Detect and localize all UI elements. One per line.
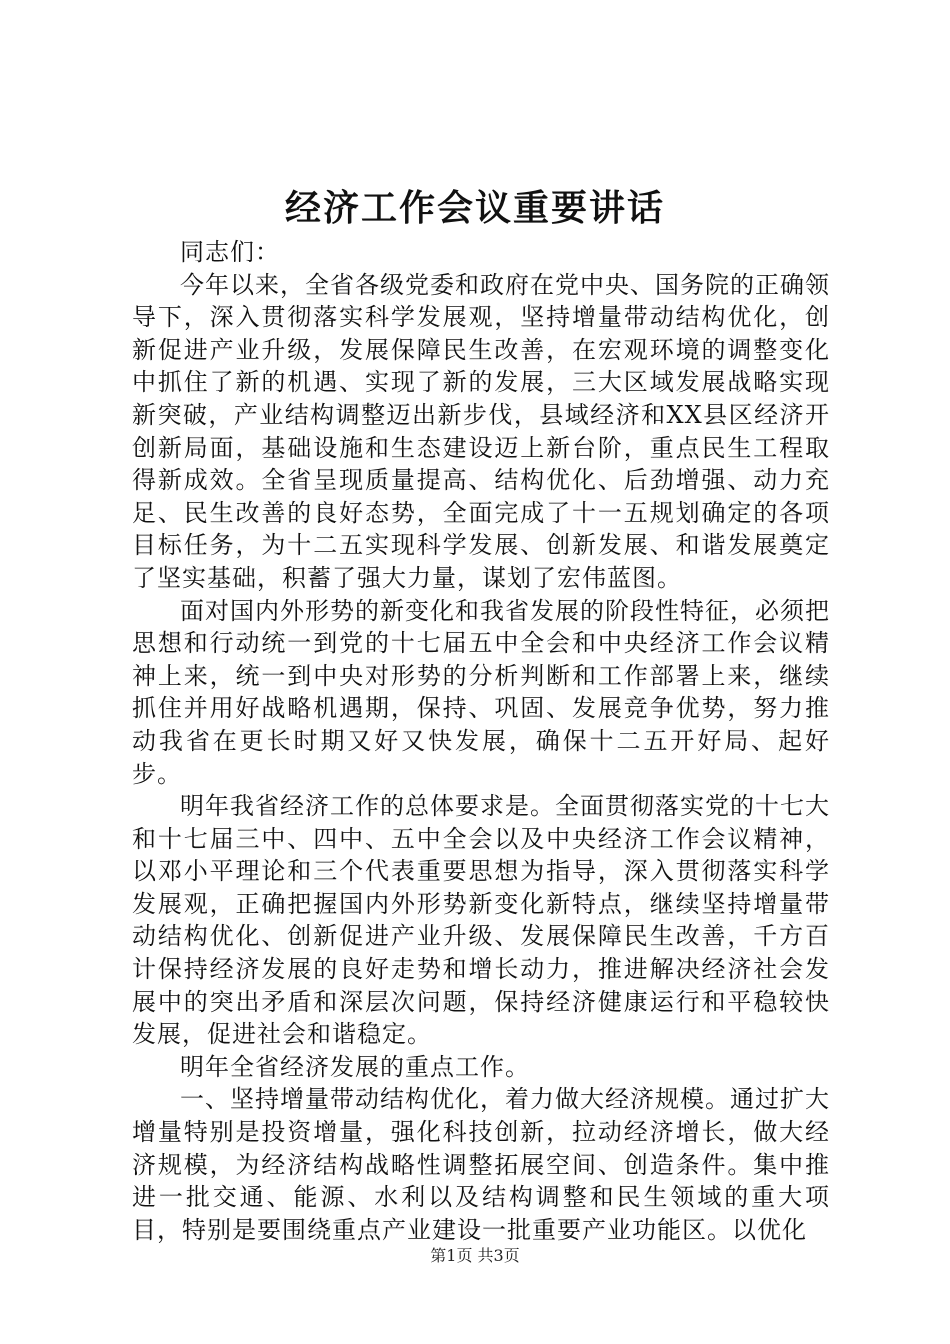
body-paragraph: 面对国内外形势的新变化和我省发展的阶段性特征，必须把思想和行动统一到党的十七届五中全会和中央经济工作会议精神上来，统一到中央对形势的分析判断和工作部署上来，继续抓住并用好战略机遇期，保持、巩固、发展竞争优势，努力推动我省在更长时期又好又快发展，确保十二五开好局、起好步。 bbox=[132, 596, 830, 788]
body-paragraph: 今年以来，全省各级党委和政府在党中央、国务院的正确领导下，深入贯彻落实科学发展观，坚持增量带动结构优化，创新促进产业升级，发展保障民生改善，在宏观环境的调整变化中抓住了新的机遇、实现了新的发展，三大区域发展战略实现新突破，产业结构调整迈出新步伐，县域经济和XX县区经济开创新局面，基础设施和生态建设迈上新台阶，重点民生工程取得新成效。全省呈现质量提高、结构优化、后劲增强、动力充足、民生改善的良好态势，全面完成了十一五规划确定的各项目标任务，为十二五实现科学发展、创新发展、和谐发展奠定了坚实基础，积蓄了强大力量，谋划了宏伟蓝图。 bbox=[132, 270, 830, 592]
document-body bbox=[132, 236, 830, 1246]
body-paragraph: 明年全省经济发展的重点工作。 bbox=[180, 1052, 530, 1081]
body-paragraph: 明年我省经济工作的总体要求是。全面贯彻落实党的十七大和十七届三中、四中、五中全会以及中央经济工作会议精神，以邓小平理论和三个代表重要思想为指导，深入贯彻落实科学发展观，正确把握国内外形势新变化新特点，继续坚持增量带动结构优化、创新促进产业升级、发展保障民生改善，千方百计保持经济发展的良好走势和增长动力，推进解决经济社会发展中的突出矛盾和深层次问题，保持经济健康运行和平稳较快发展，促进社会和谐稳定。 bbox=[132, 792, 830, 1049]
greeting-paragraph: 同志们： bbox=[180, 238, 280, 266]
page-number-footer: 第1页 共3页 bbox=[430, 1246, 520, 1265]
document-title: 经济工作会议重要讲话 bbox=[284, 187, 665, 229]
body-paragraph: 一、坚持增量带动结构优化，着力做大经济规模。通过扩大增量特别是投资增量，强化科技创新，拉动经济增长，做大经济规模，为经济结构战略性调整拓展空间、创造条件。集中推进一批交通、能源、水利以及结构调整和民生领域的重大项目，特别是要围绕重点产业建设一批重要产业功能区。以优化 bbox=[132, 1085, 830, 1244]
